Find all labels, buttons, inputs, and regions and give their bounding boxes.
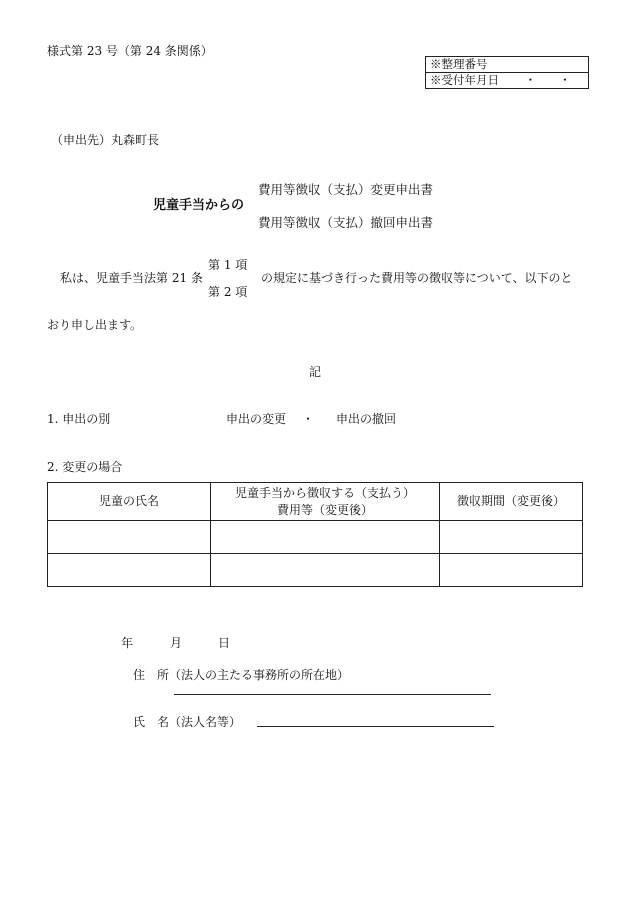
address-label: 住 所（法人の主たる事務所の所在地） [133, 668, 350, 682]
period-cell[interactable] [440, 521, 583, 554]
table-row [48, 521, 583, 554]
address-input-line[interactable] [174, 694, 491, 695]
management-number-label: ※整理番号 [430, 57, 488, 71]
header-cost-line1: 児童手当から徴収する（支払う） [234, 485, 415, 500]
date-day-label: 日 [218, 636, 231, 650]
management-number-field[interactable] [426, 57, 588, 72]
received-date-field[interactable] [426, 72, 588, 88]
change-table [47, 482, 583, 587]
body-trail: の規定に基づき行った費用等の徴収等について、以下のと [261, 271, 573, 285]
option-change[interactable]: 申出の変更 [226, 412, 287, 426]
date-month-label: 月 [170, 636, 183, 650]
body-lead: 私は、児童手当法第 21 条 [60, 271, 203, 285]
table-header-row [48, 483, 583, 521]
section1-label: 1. 申出の別 [47, 412, 111, 426]
option-separator: ・ [302, 412, 315, 426]
received-date-label: ※受付年月日 [430, 73, 499, 87]
date-year-label: 年 [121, 636, 134, 650]
paragraph-2-option: 第 2 項 [208, 285, 248, 299]
header-period: 徴収期間（変更後） [440, 483, 583, 521]
title-option-withdraw: 費用等徴収（支払）撤回申出書 [258, 215, 434, 230]
ki-heading: 記 [309, 365, 322, 379]
addressee: （申出先）丸森町長 [51, 133, 160, 147]
paragraph-1-option: 第 1 項 [208, 258, 248, 272]
form-number: 様式第 23 号（第 24 条関係） [47, 44, 213, 58]
header-cost [211, 483, 440, 521]
period-cell[interactable] [440, 554, 583, 587]
title-prefix: 児童手当からの [153, 198, 245, 213]
cost-cell[interactable] [211, 554, 440, 587]
name-input-line[interactable] [257, 726, 494, 727]
option-withdraw[interactable]: 申出の撤回 [336, 412, 397, 426]
body-continuation: おり申し出ます。 [47, 318, 143, 332]
cost-cell[interactable] [211, 521, 440, 554]
header-cost-line2: 費用等（変更後） [276, 502, 373, 517]
child-name-cell[interactable] [48, 554, 211, 587]
reference-box [425, 56, 589, 89]
child-name-cell[interactable] [48, 521, 211, 554]
received-date-dots: ・ ・ [524, 73, 571, 87]
name-label: 氏 名（法人名等） [133, 715, 242, 729]
title-option-change: 費用等徴収（支払）変更申出書 [258, 182, 434, 197]
section2-label: 2. 変更の場合 [47, 460, 123, 474]
header-child-name: 児童の氏名 [48, 483, 211, 521]
table-row [48, 554, 583, 587]
